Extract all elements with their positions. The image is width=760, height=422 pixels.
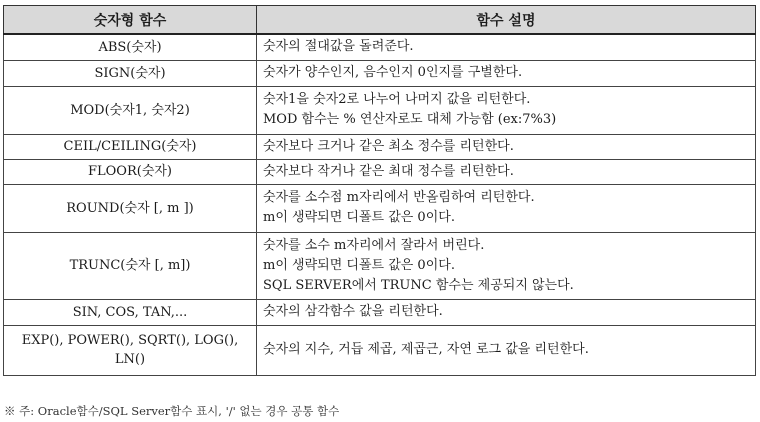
description-cell	[257, 34, 756, 60]
description-line: 숫자가 양수인지, 음수인지 0인지를 구별한다.	[263, 65, 523, 80]
description-cell	[257, 325, 756, 375]
description-line: 숫자보다 크거나 같은 최소 정수를 리턴한다.	[263, 138, 514, 154]
description-line: m이 생략되면 디폴트 값은 0이다.	[263, 257, 455, 273]
table-row	[4, 134, 756, 159]
description-cell	[257, 299, 756, 325]
function-name: SIGN(숫자)	[94, 65, 166, 81]
table-row	[4, 325, 756, 375]
description-line: 숫자를 소수 m자리에서 잘라서 버린다.	[263, 237, 485, 253]
function-cell	[4, 299, 257, 325]
function-table-wrapper	[3, 5, 755, 376]
table-row	[4, 159, 756, 184]
table-row	[4, 299, 756, 325]
function-name: ROUND(숫자 [, m ])	[66, 200, 194, 216]
description-line: 숫자의 절대값을 돌려준다.	[263, 39, 414, 55]
function-name: EXP(), POWER(), SQRT(), LOG(),	[21, 333, 239, 348]
description-cell	[257, 159, 756, 184]
table-row	[4, 60, 756, 86]
description-line: 숫자보다 작거나 같은 최대 정수를 리턴한다.	[263, 163, 514, 179]
header-description: 함수 설명	[257, 6, 756, 35]
description-cell	[257, 60, 756, 86]
function-cell	[4, 184, 257, 232]
function-name: MOD(숫자1, 숫자2)	[70, 102, 190, 118]
header-function: 숫자형 함수	[4, 6, 257, 35]
function-cell	[4, 60, 257, 86]
function-cell	[4, 325, 257, 375]
description-cell	[257, 134, 756, 159]
table-row	[4, 232, 756, 299]
description-cell	[257, 184, 756, 232]
function-cell	[4, 86, 257, 134]
description-line: 숫자의 지수, 거듭 제곱, 제곱근, 자연 로그 값을 리턴한다.	[263, 342, 589, 357]
function-cell	[4, 34, 257, 60]
description-line: 숫자1을 숫자2로 나누어 나머지 값을 리턴한다.	[263, 92, 531, 107]
function-name: FLOOR(숫자)	[87, 164, 173, 179]
function-name: CEIL/CEILING(숫자)	[63, 139, 197, 154]
table-row	[4, 184, 756, 232]
description-cell	[257, 232, 756, 299]
function-name: SIN, COS, TAN,...	[72, 304, 188, 320]
description-line: MOD 함수는 % 연산자로도 대체 가능함 (ex:7%3)	[263, 112, 557, 127]
table-header-row	[4, 6, 756, 35]
function-name: TRUNC(숫자 [, m])	[69, 258, 191, 273]
function-cell	[4, 159, 257, 184]
table-row	[4, 86, 756, 134]
function-cell	[4, 134, 257, 159]
numeric-function-table	[3, 5, 756, 376]
description-line: 숫자의 삼각함수 값을 리턴한다.	[263, 304, 443, 319]
function-name: ABS(숫자)	[98, 39, 162, 55]
function-name: LN()	[114, 352, 146, 367]
description-line: SQL SERVER에서 TRUNC 함수는 제공되지 않는다.	[263, 277, 574, 293]
description-cell	[257, 86, 756, 134]
description-line: m이 생략되면 디폴트 값은 0이다.	[263, 210, 455, 225]
table-row	[4, 34, 756, 60]
description-line: 숫자를 소수점 m자리에서 반올림하여 리턴한다.	[263, 190, 535, 205]
function-cell	[4, 232, 257, 299]
footnote: ※ 주: Oracle함수/SQL Server함수 표시, '/' 없는 경우 공통 함수	[4, 404, 340, 418]
